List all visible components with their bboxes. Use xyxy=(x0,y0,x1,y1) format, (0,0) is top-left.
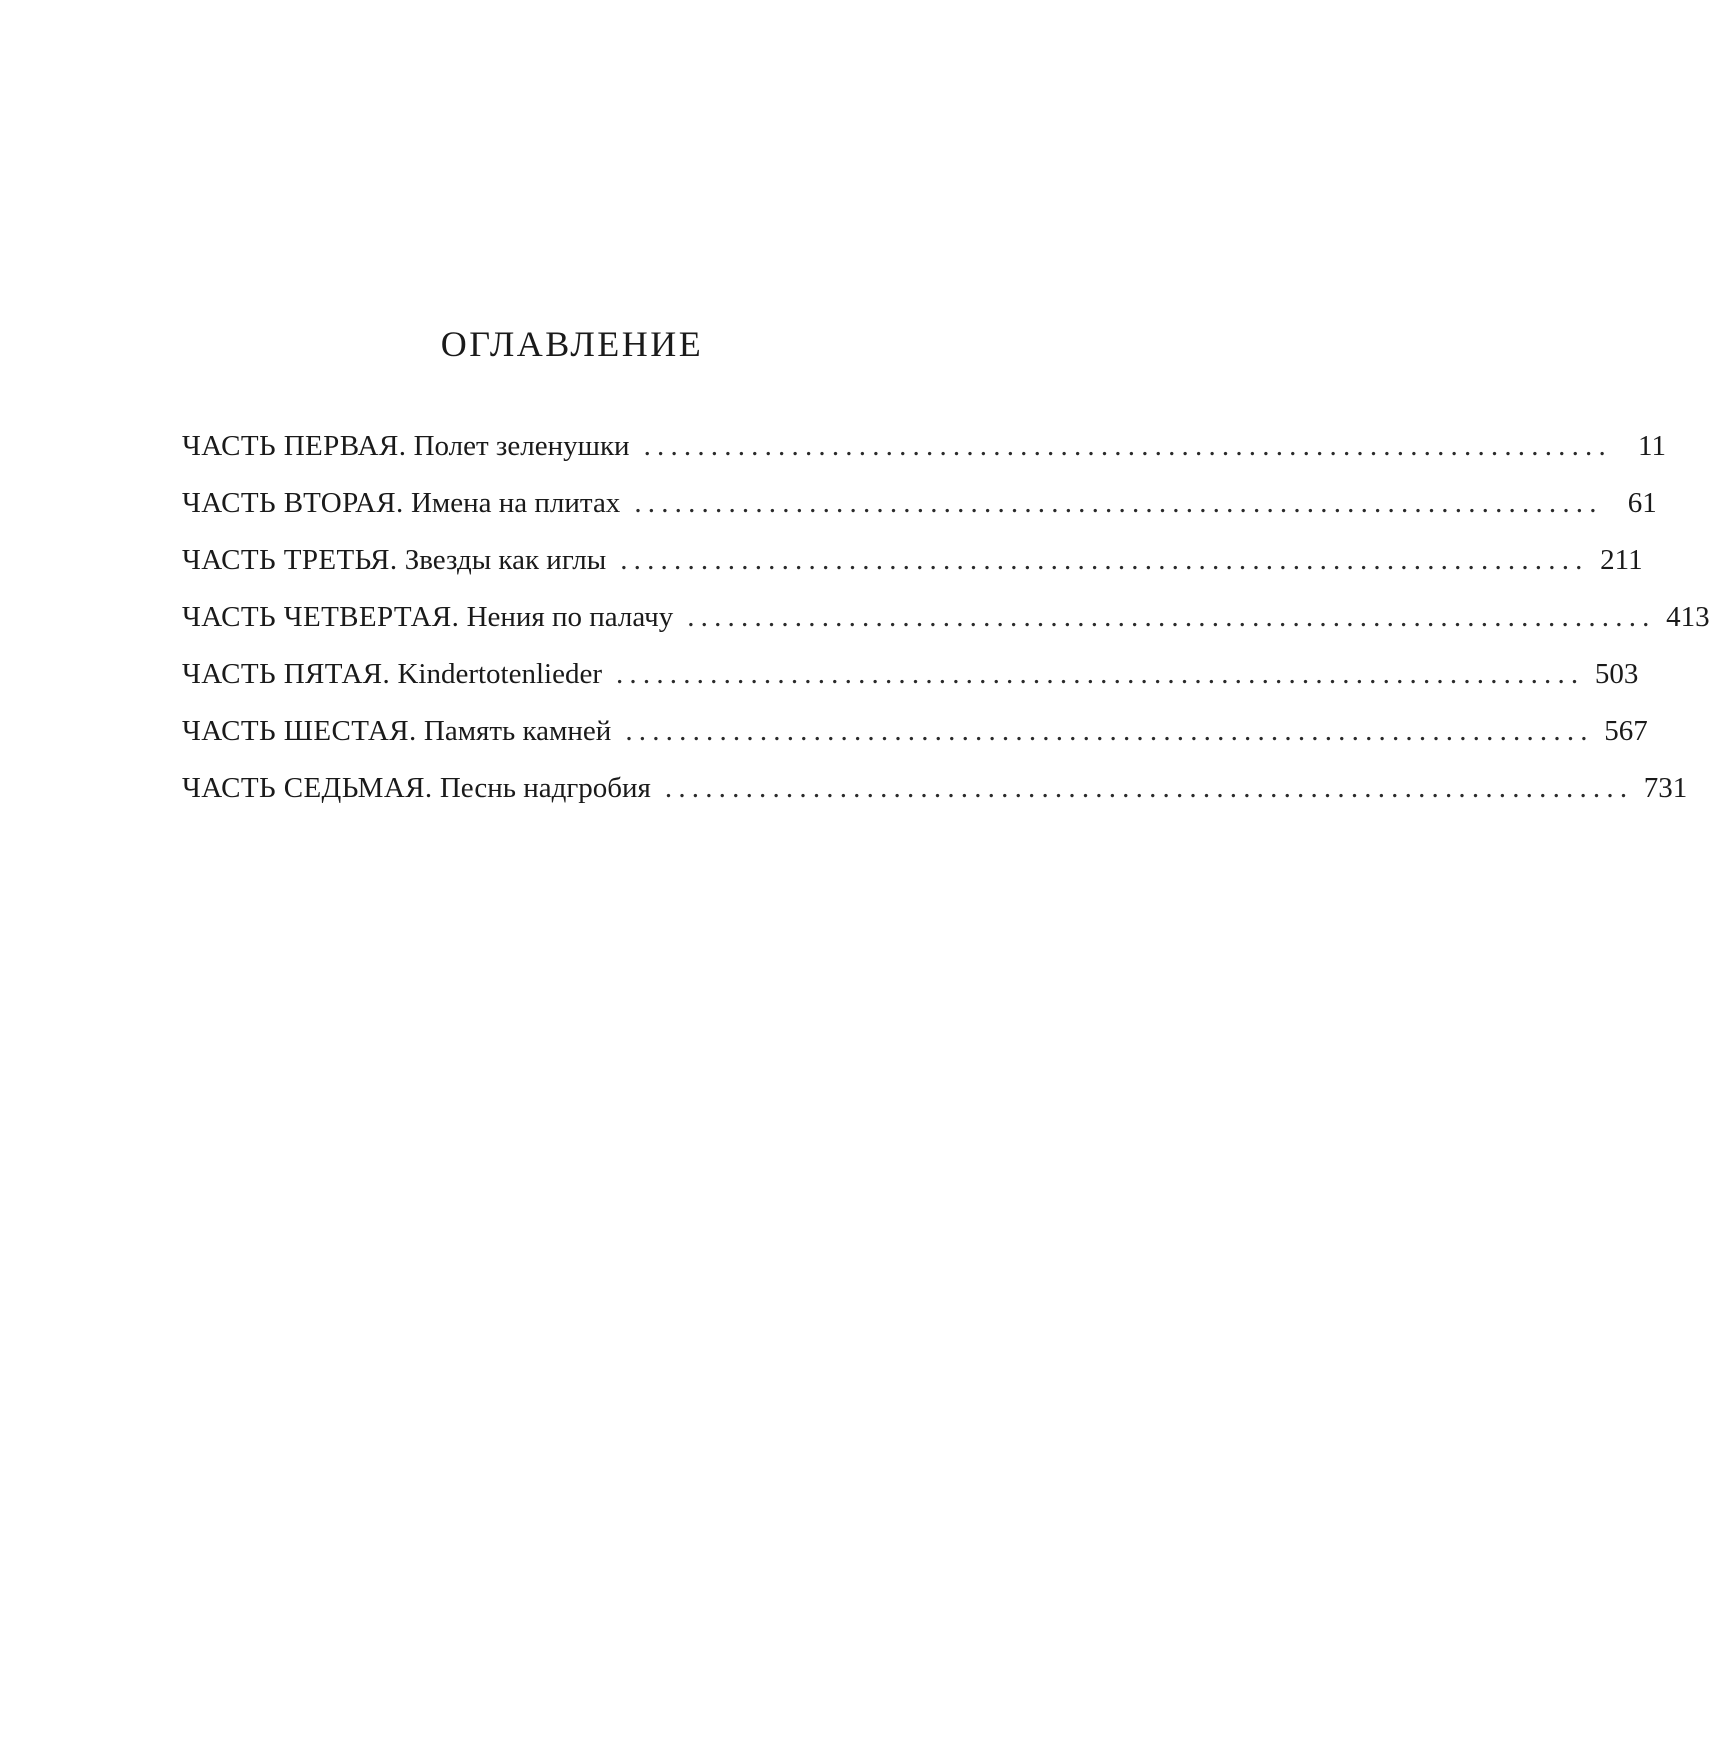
toc-page-number: 11 xyxy=(1638,430,1666,462)
toc-part-label: ЧАСТЬ ПЯТАЯ. xyxy=(182,658,391,690)
toc-page-number: 567 xyxy=(1604,715,1648,747)
toc-entry[interactable] xyxy=(182,599,1710,656)
toc-entry[interactable] xyxy=(182,485,1657,542)
toc-entry[interactable] xyxy=(182,542,1643,599)
toc-part-name: Звезды как иглы xyxy=(404,544,607,576)
toc-part-name: Нения по палачу xyxy=(466,601,674,633)
toc-entry[interactable] xyxy=(182,713,1648,770)
toc-page-number: 413 xyxy=(1666,601,1710,633)
dot-leader: ........................................................................ xyxy=(625,715,1594,747)
toc-part-label: ЧАСТЬ ШЕСТАЯ. xyxy=(182,715,417,747)
toc-entry[interactable] xyxy=(182,770,1688,827)
toc-part-name: Песнь надгробия xyxy=(439,772,651,804)
dot-leader: ........................................................................ xyxy=(634,487,1603,519)
toc-page-number: 211 xyxy=(1600,544,1643,576)
toc-part-label: ЧАСТЬ ТРЕТЬЯ. xyxy=(182,544,398,576)
toc-part-label: ЧАСТЬ ПЕРВАЯ. xyxy=(182,430,407,462)
toc-page-number: 61 xyxy=(1627,487,1657,519)
toc-entry[interactable] xyxy=(182,428,1666,485)
toc-part-name: Имена на плитах xyxy=(410,487,621,519)
toc-part-name: Полет зеленушки xyxy=(413,430,630,462)
toc-part-name: Память камней xyxy=(423,715,612,747)
toc-part-label: ЧАСТЬ СЕДЬМАЯ. xyxy=(182,772,433,804)
dot-leader: ........................................................................ xyxy=(664,772,1634,804)
toc-part-label: ЧАСТЬ ЧЕТВЕРТАЯ. xyxy=(182,601,460,633)
toc-list xyxy=(182,428,1710,827)
dot-leader: ........................................................................ xyxy=(615,658,1585,690)
toc-title: ОГЛАВЛЕНИЕ xyxy=(440,324,704,364)
toc-part-name: Kindertotenlieder xyxy=(397,658,602,690)
dot-leader: ........................................................................ xyxy=(643,430,1612,462)
toc-entry[interactable] xyxy=(182,656,1639,713)
dot-leader: ........................................................................ xyxy=(687,601,1656,633)
dot-leader: ........................................................................ xyxy=(620,544,1589,576)
toc-page-number: 503 xyxy=(1594,658,1639,690)
toc-page-number: 731 xyxy=(1643,772,1688,804)
toc-part-label: ЧАСТЬ ВТОРАЯ. xyxy=(182,487,404,519)
